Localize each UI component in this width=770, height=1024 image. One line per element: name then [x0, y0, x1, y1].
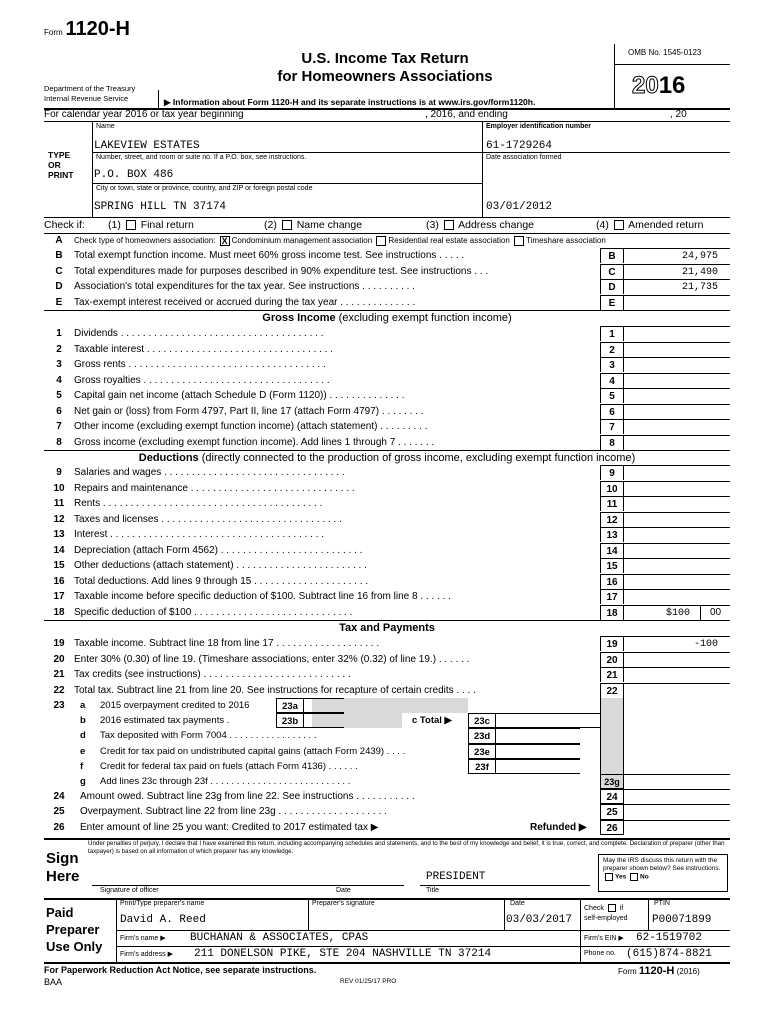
line-4-amount[interactable]: [624, 373, 730, 388]
line-23a: 23 a 2015 overpayment credited to 2016 23a: [44, 698, 600, 713]
line-e: E Tax-exempt interest received or accrued during the tax year . . . . . . . . . . . . . . E: [44, 295, 730, 310]
line-10-amount[interactable]: [624, 481, 730, 496]
line-25: 25 Overpayment. Subtract line 22 from line 23g . . . . . . . . . . . . . . . . . . . . 25: [44, 804, 730, 819]
date-formed[interactable]: 03/01/2012: [486, 201, 553, 213]
line-3-amount[interactable]: [624, 357, 730, 372]
line-18: 18 Specific deduction of $100 . . . . . . . . . . . . . . . . . . . . . . . . . . . . . 18 $100 00: [44, 605, 730, 620]
line-11: 11 Rents . . . . . . . . . . . . . . . . . . . . . . . . . . . . . . . . . . . . . . . . 11: [44, 496, 730, 511]
line-10-box-label: 10: [600, 481, 624, 496]
sign-here-label: Sign Here: [46, 850, 80, 885]
perjury-statement: Under penalties of perjury, I declare that I have examined this return, including accompanying schedules and statements, and to the best of my knowledge and belief, it is true, correct, and complete. Declaration of preparer (other than taxpayer) is based on all information of which preparer has any knowledge.: [88, 840, 725, 855]
line-24: 24 Amount owed. Subtract line 23g from line 22. See instructions . . . . . . . . . . . 24: [44, 789, 730, 804]
timeshare-checkbox[interactable]: [514, 236, 524, 246]
line-13-amount[interactable]: [624, 527, 730, 542]
tax-payments-heading: Tax and Payments: [44, 620, 730, 635]
line-6-box-label: 6: [600, 404, 624, 419]
line-16-box-label: 16: [600, 574, 624, 589]
line-10: 10 Repairs and maintenance . . . . . . . . . . . . . . . . . . . . . . . . . . . . . . 10: [44, 481, 730, 496]
ending-label: , 2016, and ending: [425, 109, 508, 120]
line-8: 8 Gross income (excluding exempt function income). Add lines 1 through 7 . . . . . . . 8: [44, 435, 730, 450]
line-26-box-label: 26: [600, 820, 624, 835]
info-line: ▶ Information about Form 1120-H and its separate instructions is at www.irs.gov/form1120h.: [164, 97, 536, 107]
line-d-amount[interactable]: 21,735: [624, 279, 730, 294]
line-11-amount[interactable]: [624, 496, 730, 511]
line-25-box-label: 25: [600, 804, 624, 819]
line-7: 7 Other income (excluding exempt function income) (attach statement) . . . . . . . . . 7: [44, 419, 730, 434]
calendar-year-line: For calendar year 2016 or tax year beginning: [44, 109, 244, 120]
line-23b-amount[interactable]: [304, 713, 344, 728]
signature-line[interactable]: [92, 885, 404, 886]
line-24-box-label: 24: [600, 789, 624, 804]
line-a: A Check type of homeowners association: X Condominium management association Residential real estate association Timeshare association: [55, 235, 606, 246]
line-b: B Total exempt function income. Must meet 60% gross income test. See instructions . . . . . B 24,975: [44, 248, 730, 263]
address-change-checkbox[interactable]: [444, 220, 454, 230]
line-7-amount[interactable]: [624, 419, 730, 434]
line-7-box-label: 7: [600, 419, 624, 434]
officer-title[interactable]: PRESIDENT: [426, 871, 486, 883]
preparer-date[interactable]: 03/03/2017: [506, 914, 573, 926]
line-15-box-label: 15: [600, 558, 624, 573]
line-18-box-label: 18: [600, 605, 624, 620]
line-2-amount[interactable]: [624, 342, 730, 357]
line-14-amount[interactable]: [624, 543, 730, 558]
line-d: D Association's total expenditures for the tax year. See instructions . . . . . . . . . . D 21,735: [44, 279, 730, 294]
line-3-box-label: 3: [600, 357, 624, 372]
firm-ein[interactable]: 62-1519702: [636, 932, 703, 944]
line-1: 1 Dividends . . . . . . . . . . . . . . . . . . . . . . . . . . . . . . . . . . . . . 1: [44, 326, 730, 341]
line-21-amount[interactable]: [624, 667, 730, 682]
line-23c-amount[interactable]: [496, 713, 600, 728]
paid-preparer-label: Paid Preparer Use Only: [46, 905, 103, 954]
line-c-amount[interactable]: 21,490: [624, 264, 730, 279]
line-17-amount[interactable]: [624, 589, 730, 604]
line-e-amount[interactable]: [624, 295, 730, 310]
line-16-amount[interactable]: [624, 574, 730, 589]
line-12-box-label: 12: [600, 512, 624, 527]
line-23c: c Total ▶ 23c: [384, 713, 600, 728]
line-15: 15 Other deductions (attach statement) . . . . . . . . . . . . . . . . . . . . . . . . 15: [44, 558, 730, 573]
line-2-box-label: 2: [600, 342, 624, 357]
form-number-text: 1120-H: [65, 18, 130, 40]
line-14-box-label: 14: [600, 543, 624, 558]
association-name[interactable]: LAKEVIEW ESTATES: [94, 140, 200, 152]
line-23f-amount[interactable]: [496, 759, 580, 774]
line-21: 21 Tax credits (see instructions) . . . . . . . . . . . . . . . . . . . . . . . . . . . 21: [44, 667, 730, 682]
line-23f-box-label: 23f: [468, 759, 496, 774]
line-23a-box-label: 23a: [276, 698, 304, 713]
line-6: 6 Net gain or (loss) from Form 4797, Part II, line 17 (attach Form 4797) . . . . . . . . 6: [44, 404, 730, 419]
line-25-amount[interactable]: [624, 804, 730, 819]
self-employed-check: Check if self-employed: [584, 905, 628, 922]
line-5-amount[interactable]: [624, 388, 730, 403]
ptin-value[interactable]: P00071899: [652, 914, 712, 926]
line-c-box-label: C: [600, 264, 624, 279]
line-13-box-label: 13: [600, 527, 624, 542]
discuss-yes-checkbox[interactable]: [605, 873, 613, 881]
line-23d-amount[interactable]: [496, 728, 580, 743]
check-if-row: Check if: (1) Final return (2) Name change (3) Address change (4) Amended return: [44, 219, 704, 231]
line-20-amount[interactable]: [624, 652, 730, 667]
line-b-box-label: B: [600, 248, 624, 263]
line-12-amount[interactable]: [624, 512, 730, 527]
line-6-amount[interactable]: [624, 404, 730, 419]
residential-checkbox[interactable]: [376, 236, 386, 246]
line-23f: f Credit for federal tax paid on fuels (attach Form 4136) . . . . . . 23f: [44, 759, 600, 774]
revision: REV 01/25/17 PRO: [340, 978, 397, 985]
line-22: 22 Total tax. Subtract line 21 from line 20. See instructions for recapture of certain credits . . . . 22: [44, 683, 730, 698]
line-9: 9 Salaries and wages . . . . . . . . . . . . . . . . . . . . . . . . . . . . . . . . . 9: [44, 465, 730, 480]
ending-year: , 20: [670, 109, 687, 120]
omb-number: OMB No. 1545-0123: [628, 48, 702, 57]
line-23d-box-label: 23d: [468, 728, 496, 743]
discuss-no-checkbox[interactable]: [630, 873, 638, 881]
line-4: 4 Gross royalties . . . . . . . . . . . . . . . . . . . . . . . . . . . . . . . . . . 4: [44, 373, 730, 388]
line-19: 19 Taxable income. Subtract line 18 from line 17 . . . . . . . . . . . . . . . . . . . 19 -100: [44, 636, 730, 651]
line-1-amount[interactable]: [624, 326, 730, 341]
baa-label: BAA: [44, 977, 63, 987]
line-20-box-label: 20: [600, 652, 624, 667]
line-19-amount[interactable]: -100: [624, 636, 730, 651]
line-3: 3 Gross rents . . . . . . . . . . . . . . . . . . . . . . . . . . . . . . . . . . . . 3: [44, 357, 730, 372]
line-5: 5 Capital gain net income (attach Schedule D (Form 1120)) . . . . . . . . . . . . . . 5: [44, 388, 730, 403]
preparer-name[interactable]: David A. Reed: [120, 914, 206, 926]
line-17-box-label: 17: [600, 589, 624, 604]
condo-checkbox[interactable]: X: [221, 235, 228, 246]
firm-address[interactable]: 211 DONELSON PIKE, STE 204 NASHVILLE TN 37214: [194, 948, 492, 960]
firm-phone[interactable]: (615)874-8821: [626, 948, 712, 960]
line-16: 16 Total deductions. Add lines 9 through 15 . . . . . . . . . . . . . . . . . . . . . 16: [44, 574, 730, 589]
final-return-checkbox[interactable]: [126, 220, 136, 230]
line-14: 14 Depreciation (attach Form 4562) . . . . . . . . . . . . . . . . . . . . . . . . . . 14: [44, 543, 730, 558]
line-23c-box-label: 23c: [468, 713, 496, 728]
line-12: 12 Taxes and licenses . . . . . . . . . . . . . . . . . . . . . . . . . . . . . . . . . 12: [44, 512, 730, 527]
deductions-heading: Deductions (directly connected to the production of gross income, excluding exempt function income): [44, 450, 730, 465]
line-9-box-label: 9: [600, 465, 624, 480]
line-8-amount[interactable]: [624, 435, 730, 450]
line-4-box-label: 4: [600, 373, 624, 388]
line-26-amount[interactable]: [624, 820, 730, 835]
line-8-box-label: 8: [600, 435, 624, 450]
line-23a-amount[interactable]: [304, 698, 344, 713]
irs-discuss-box: May the IRS discuss this return with the preparer shown below? See instructions. Yes No: [598, 854, 728, 892]
paperwork-notice: For Paperwork Reduction Act Notice, see separate instructions.: [44, 965, 317, 975]
line-13: 13 Interest . . . . . . . . . . . . . . . . . . . . . . . . . . . . . . . . . . . . . . . 13: [44, 527, 730, 542]
line-11-box-label: 11: [600, 496, 624, 511]
tax-year: 2016: [632, 72, 686, 99]
city-state-zip[interactable]: SPRING HILL TN 37174: [94, 201, 227, 213]
line-1-box-label: 1: [600, 326, 624, 341]
line-23b: b 2016 estimated tax payments . 23b: [44, 713, 600, 728]
line-26: 26 Enter amount of line 25 you want: Credited to 2017 estimated tax ▶ Refunded ▶ 26: [44, 820, 730, 835]
line-18-amount[interactable]: $100: [624, 605, 730, 620]
line-23e: e Credit for tax paid on undistributed capital gains (attach Form 2439) . . . . 23e: [44, 744, 600, 759]
line-15-amount[interactable]: [624, 558, 730, 573]
line-23e-box-label: 23e: [468, 744, 496, 759]
line-c: C Total expenditures made for purposes described in 90% expenditure test. See instructions . . . C 21,490: [44, 264, 730, 279]
line-23g-amount[interactable]: [624, 774, 730, 789]
line-d-box-label: D: [600, 279, 624, 294]
line-2: 2 Taxable interest . . . . . . . . . . . . . . . . . . . . . . . . . . . . . . . . . . 2: [44, 342, 730, 357]
line-23g: g Add lines 23c through 23f . . . . . . . . . . . . . . . . . . . . . . . . . . . 23g: [44, 774, 730, 789]
street-address[interactable]: P.O. BOX 486: [94, 169, 174, 181]
line-22-amount[interactable]: [624, 683, 730, 698]
gross-income-heading: Gross Income (excluding exempt function income): [44, 310, 730, 325]
line-21-box-label: 21: [600, 667, 624, 682]
line-23e-amount[interactable]: [496, 744, 580, 759]
line-b-amount[interactable]: 24,975: [624, 248, 730, 263]
line-17: 17 Taxable income before specific deduction of $100. Subtract line 16 from line 8 . . . . . . 17: [44, 589, 730, 604]
line-22-box-label: 22: [600, 683, 624, 698]
form-number: Form 1120-H: [44, 18, 130, 40]
line-19-box-label: 19: [600, 636, 624, 651]
form-title: U.S. Income Tax Return for Homeowners Associations: [277, 50, 493, 85]
line-9-amount[interactable]: [624, 465, 730, 480]
line-23d: d Tax deposited with Form 7004 . . . . . . . . . . . . . . . . . 23d: [44, 728, 600, 743]
name-change-checkbox[interactable]: [282, 220, 292, 230]
type-or-print-label: TYPE OR PRINT: [48, 150, 74, 180]
form-ref-footer: Form 1120-H (2016): [618, 965, 700, 977]
line-23b-box-label: 23b: [276, 713, 304, 728]
line-23g-box-label: 23g: [600, 774, 624, 789]
line-24-amount[interactable]: [624, 789, 730, 804]
line-e-box-label: E: [600, 295, 624, 310]
firm-name[interactable]: BUCHANAN & ASSOCIATES, CPAS: [190, 932, 369, 944]
line-20: 20 Enter 30% (0.30) of line 19. (Timeshare associations, enter 32% (0.32) of line 19.) . . . . . . 20: [44, 652, 730, 667]
ein-value[interactable]: 61-1729264: [486, 140, 553, 152]
amended-return-checkbox[interactable]: [614, 220, 624, 230]
line-5-box-label: 5: [600, 388, 624, 403]
dept-label: Department of the Treasury Internal Revenue Service: [44, 84, 136, 103]
self-employed-checkbox[interactable]: [608, 904, 616, 912]
